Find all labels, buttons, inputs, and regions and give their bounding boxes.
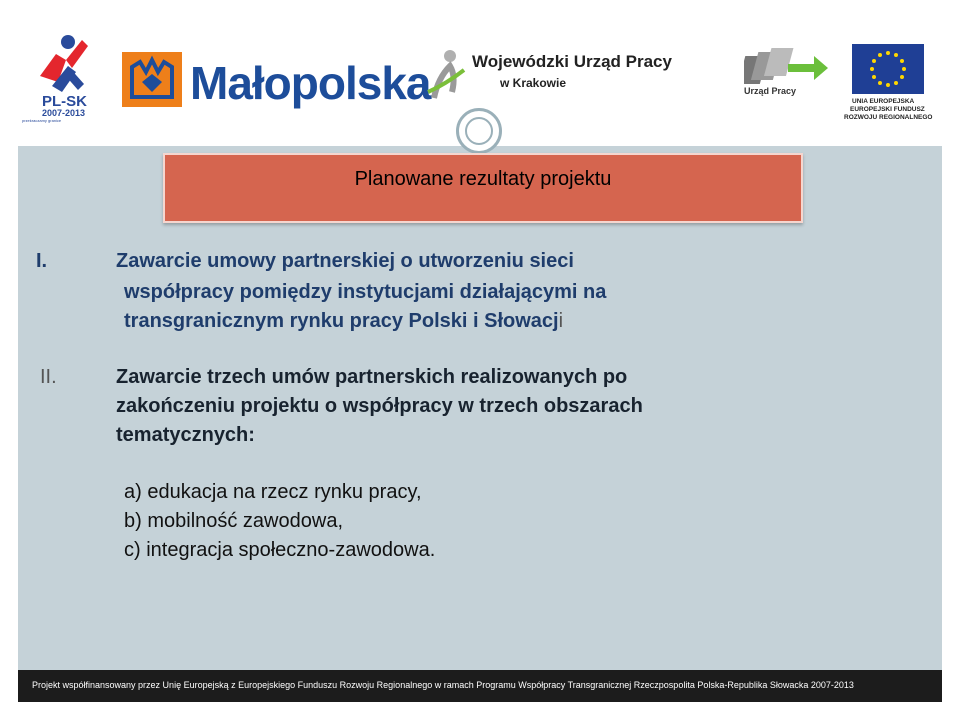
circle-ornament bbox=[456, 108, 502, 154]
slide-title: Planowane rezultaty projektu bbox=[354, 168, 612, 190]
urzad-pracy-label: Urząd Pracy bbox=[744, 86, 797, 96]
footer-text: Projekt współfinansowany przez Unię Europejską z Europejskiego Funduszu Rozwoju Regionalnego w ramach Programu Współpracy Transgranicznej Rzeczpospolita Polska-Republika Słowacka 2007-2013 bbox=[32, 680, 854, 690]
malopolska-crest-icon bbox=[122, 52, 182, 107]
eu-flag-icon bbox=[852, 44, 924, 94]
section2-line1: Zawarcie trzech umów partnerskich realizowanych po bbox=[116, 366, 628, 388]
wup-figure-icon bbox=[424, 48, 470, 100]
section2-line3: tematycznych: bbox=[116, 424, 255, 446]
urzad-pracy-arrow-icon bbox=[744, 46, 830, 88]
section2-line2: zakończeniu projektu o współpracy w trzech obszarach bbox=[116, 395, 643, 417]
malopolska-logo-text: Małopolska bbox=[190, 57, 431, 109]
list-item: a) edukacja na rzecz rynku pracy, bbox=[124, 481, 422, 503]
eu-label-line1: UNIA EUROPEJSKA bbox=[852, 98, 915, 105]
eu-label-line3: ROZWOJU REGIONALNEGO bbox=[844, 114, 933, 121]
eu-label-line2: EUROPEJSKI FUNDUSZ bbox=[850, 106, 925, 113]
section1-line3 bbox=[124, 310, 563, 333]
list-item: c) integracja społeczno-zawodowa. bbox=[124, 539, 436, 561]
footer-bar bbox=[18, 670, 942, 702]
section1-number: I. bbox=[36, 250, 48, 272]
section2-number: II. bbox=[40, 366, 57, 388]
wup-subtitle: w Krakowie bbox=[500, 76, 567, 90]
plsk-name: PL-SK bbox=[42, 93, 87, 110]
section1-line1: Zawarcie umowy partnerskiej o utworzeniu sieci bbox=[116, 250, 574, 272]
wup-title: Wojewódzki Urząd Pracy bbox=[472, 52, 672, 71]
title-banner bbox=[163, 153, 803, 223]
plsk-years: 2007-2013 bbox=[42, 108, 86, 118]
section1-line3-end: i bbox=[558, 310, 564, 332]
plsk-tagline: przekraczamy granice bbox=[22, 118, 62, 123]
section1-line2: współpracy pomiędzy instytucjami działającymi na bbox=[124, 281, 607, 303]
list-item: b) mobilność zawodowa, bbox=[124, 510, 343, 532]
section1-line3-main: transgranicznym rynku pracy Polski i Słowacj bbox=[124, 310, 559, 332]
